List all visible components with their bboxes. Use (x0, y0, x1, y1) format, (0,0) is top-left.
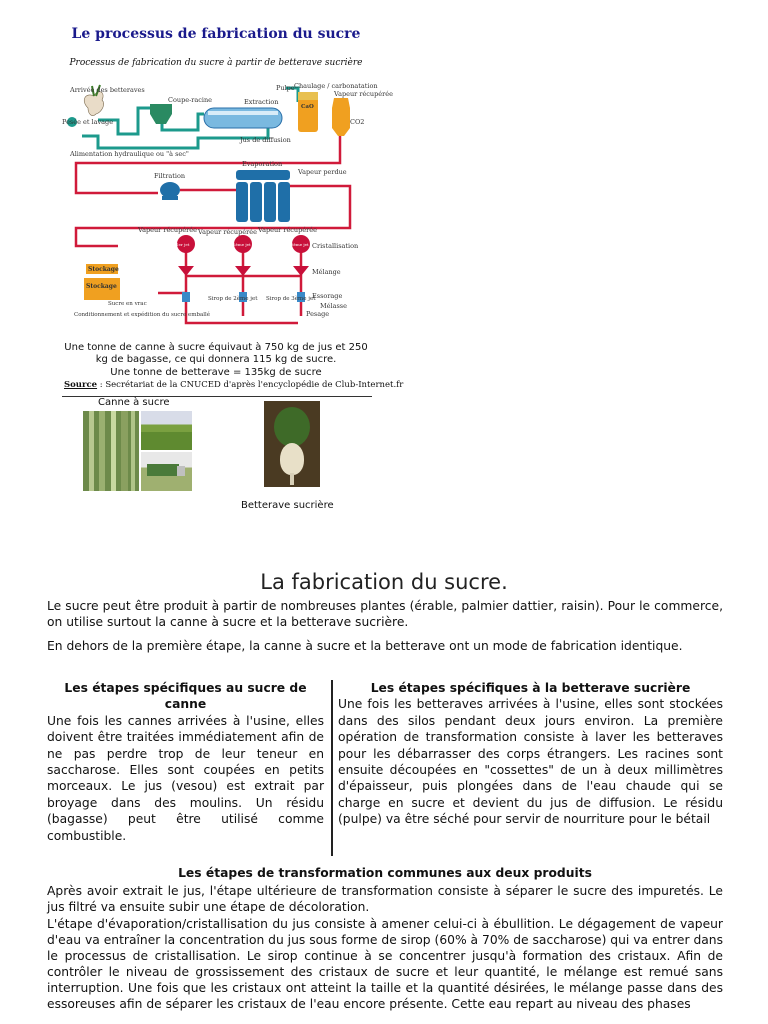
label-melange: Mélange (312, 268, 341, 276)
label-vapeur-rec-1: Vapeur récupérée (138, 226, 197, 234)
label-vapeur-recuperee: Vapeur récupérée (334, 90, 393, 98)
common-paragraph-2: L'étape d'évaporation/cristallisation du jus consiste à amener celui-ci à ébullition. Le dégagement de vapeur d'eau va entraîner la concentration du jus sous forme de sirop (60% à 70% de saccharose) qui va entrer dans le processus de cristallisation. Le sirop continue à se concentrer jusqu'à formation des cristaux. Afin de contrôler le niveau de grossissement des cristaux de sucre et leur quantité, le mélange est remué sans interruption. Une fois que les cristaux ont atteint la taille et la quantité désirées, le mélange passe dans des essoreuses afin de séparer les cristaux de l'eau encore présente. Cette eau repart au niveau des phases (47, 917, 723, 1011)
label-stockage-2: Stockage (86, 283, 117, 290)
column-betterave (338, 680, 723, 828)
source-label: Source (64, 380, 98, 390)
source-text: : Secrétariat de la CNUCED d'après l'encyclopédie de Club-Internet.fr (97, 380, 404, 390)
carbonatation-column (332, 98, 350, 136)
label-jet-3: 3ème jet (291, 242, 309, 247)
stat-line-3: Une tonne de betterave = 135kg de sucre (110, 367, 322, 378)
common-paragraph-1: Après avoir extrait le jus, l'étape ultérieure de transformation consiste à séparer le sucre des impuretés. Le jus filtré va ensuite subir une étape de décoloration. (47, 884, 723, 914)
sugar-process-diagram (58, 78, 393, 333)
sugarcane-truck-photo (141, 452, 192, 491)
column-betterave-text: Une fois les betteraves arrivées à l'usine, elles sont stockées dans des silos pendant deux jours environ. La première opération de transformation consiste à laver les betteraves pour les débarrasser des corps étrangers. Les racines sont ensuite découpées en "cossettes" de un à deux millimètres d'épaisseur, puis plongées dans de l'eau chaude qui se charge en sucre et devient du jus de diffusion. Le résidu (pulpe) va être séché pour servir de nourriture pour le bétail (338, 697, 723, 827)
sugar-beet-photo (264, 401, 320, 487)
label-sucre-vrac: Sucre en vrac (108, 301, 147, 307)
filtration-unit (160, 182, 180, 200)
label-melasse: Mélasse (320, 302, 347, 310)
column-canne-text: Une fois les cannes arrivées à l'usine, elles doivent être traitées immédiatement afin de ne pas perdre trop de leur teneur en saccharose. Elles sont coupées en petits morceaux. Le jus (vesou) est extrait par broyage dans des moulins. Un résidu (bagasse) peut être utilisé comme combustible. (47, 713, 324, 843)
stat-line-1: Une tonne de canne à sucre équivaut à 750 kg de jus et 250 (64, 342, 368, 353)
label-sirop-2: Sirop de 3ème jet (266, 296, 316, 302)
label-chaulage: Chaulage / carbonatation (294, 82, 378, 90)
label-conditionnement: Conditionnement et expédition du sucre emballé (74, 312, 211, 318)
betterave-label: Betterave sucrière (241, 500, 334, 511)
extraction-diffuser (204, 108, 282, 128)
label-jet-1: 1er jet (176, 242, 190, 247)
label-jus-diffusion: Jus de diffusion (240, 136, 291, 144)
label-vapeur-rec-3: Vapeur récupérée (258, 226, 317, 234)
label-cristallisation: Cristallisation (312, 242, 359, 250)
label-extraction: Extraction (244, 98, 279, 106)
diagram-caption: Processus de fabrication du sucre à partir de betterave sucrière (69, 58, 363, 68)
label-essorage: Essorage (312, 292, 343, 300)
evaporation-bank (236, 170, 290, 222)
stat-line-2: kg de bagasse, ce qui donnera 115 kg de sucre. (95, 354, 337, 365)
label-pesage: Pesage (306, 310, 330, 318)
intro-paragraph-2: En dehors de la première étape, la canne à sucre et la betterave ont un mode de fabrication identique. (47, 639, 683, 653)
sugarcane-stalks-photo (83, 411, 139, 491)
label-arrivee: Arrivée des betteraves (70, 86, 145, 94)
common-steps-heading: Les étapes de transformation communes aux deux produits (178, 866, 592, 880)
label-cao: CaO (301, 104, 314, 110)
column-canne (47, 680, 324, 844)
sugarcane-field-photo (141, 411, 192, 450)
source-citation (64, 380, 403, 390)
article-title: La fabrication du sucre. (260, 570, 508, 594)
label-evaporation: Evaporation (242, 160, 283, 168)
chaulage-tank (298, 92, 318, 132)
label-pulpe: Pulpe (276, 84, 295, 92)
canne-label: Canne à sucre (98, 397, 170, 408)
label-jet-2: 2ème jet (233, 242, 251, 247)
column-divider (331, 680, 333, 856)
label-filtration: Filtration (154, 172, 186, 180)
coupe-racine-machine (150, 104, 172, 124)
label-sirop-1: Sirop de 2ème jet (208, 296, 258, 302)
label-coupe-racine: Coupe-racine (168, 96, 213, 104)
label-vapeur-perdue: Vapeur perdue (298, 168, 347, 176)
document-title: Le processus de fabrication du sucre (71, 26, 361, 42)
column-canne-heading: Les étapes spécifiques au sucre de canne (64, 681, 307, 712)
intro-paragraph-1: Le sucre peut être produit à partir de nombreuses plantes (érable, palmier dattier, raisin). Pour le commerce, on utilise surtout la canne à sucre et la betterave sucrière. (47, 599, 723, 629)
label-stockage-1: Stockage (88, 266, 119, 273)
label-alimentation: Alimentation hydraulique ou "à sec" (70, 150, 189, 158)
label-co2: CO2 (350, 118, 365, 126)
column-betterave-heading: Les étapes spécifiques à la betterave sucrière (370, 681, 691, 695)
label-vapeur-rec-2: Vapeur récupérée (198, 228, 257, 236)
label-pesee-lavage: Pesée et lavage (62, 118, 114, 126)
